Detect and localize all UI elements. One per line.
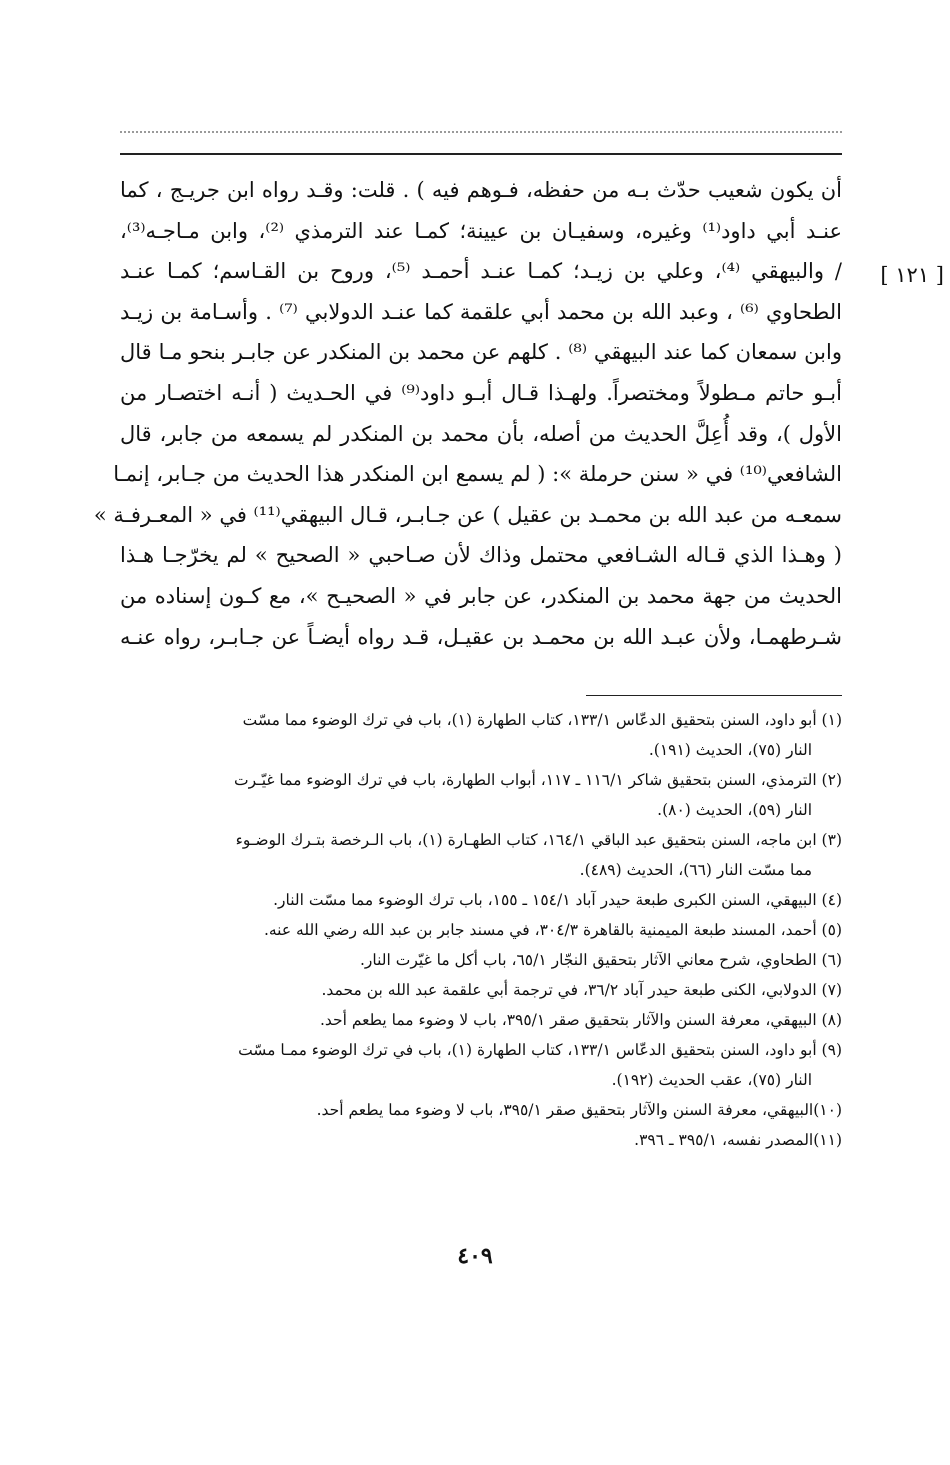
text-line: الحديث من جهة محمد بن المنكدر، عن جابر في « الصحيـح »، مع كـون إسناده من — [120, 583, 842, 608]
footnote-separator — [586, 695, 842, 696]
text-line: عنـد أبي داود⁽¹⁾ وغيره، وسفيـان بن عيينة؛ كمـا عند الترمذي ⁽²⁾، وابن مـاجـه⁽³⁾، — [120, 218, 842, 243]
footnote-line: (٧) الدولابي، الكنى طبعة حيدر آباد ٣٦/٢، في ترجمة أبي علقمة عبد الله بن محمد. — [321, 981, 842, 999]
footnote — [110, 1035, 842, 1095]
footnote-line: (٣) ابن ماجه، السنن بتحقيق عبد الباقي ١٦٤/١، كتاب الطهـارة (١)، باب الـرخصة بتـرك الوضـوء — [235, 831, 842, 849]
footnote — [110, 765, 842, 825]
text-line: الأول )، وقد أُعِلَّ الحديث من أصله، بأن محمد بن المنكدر لم يسمعه من جابر، قال — [120, 421, 842, 446]
text-line: أبـو حاتم مـطولاً ومختصراً. ولهـذا قـال أبـو داود⁽⁹⁾ في الحـديث ( أنـه اختصـار من — [120, 380, 842, 405]
text-line: سمعـه من عبد الله بن محمـد بن عقيل ) عن جـابـر، قـال البيهقي⁽¹¹⁾ في « المعـرفـة » — [93, 502, 842, 527]
footnote — [110, 945, 842, 975]
margin-page-mark: [ ١٢١ ] — [880, 263, 944, 287]
footnote-line: النار (٧٥)، عقب الحديث (١٩٢). — [611, 1071, 812, 1089]
footnotes — [110, 705, 842, 1155]
footnote-line: (١) أبو داود، السنن بتحقيق الدعّاس ١٣٣/١، كتاب الطهارة (١)، باب في ترك الوضوء مما مسّت — [242, 711, 842, 729]
text-line: أن يكون شعيب حدّث بـه من حفظه، فـوهم فيه ) . قلت: وقـد رواه ابن جريـج ، كما — [120, 178, 842, 202]
text-line: شـرطهمـا، ولأن عبـد الله بن محمـد بن عقيـل، قـد رواه أيضـاً عن جـابـر، رواه عنـه — [120, 624, 842, 649]
footnote-line: (٦) الطحاوي، شرح معاني الآثار بتحقيق النجّار ٦٥/١، باب أكل ما غيّرت النار. — [359, 951, 842, 969]
text-line: ( وهـذا الذي قـاله الشـافعي محتمل وذاك لأن صـاحبي « الصحيح » لم يخرّجـا هـذا — [120, 543, 842, 568]
footnote — [110, 885, 842, 915]
footnote-line: (٨) البيهقي، معرفة السنن والآثار بتحقيق صقر ٣٩٥/١، باب لا وضوء مما يطعم أحد. — [319, 1011, 842, 1029]
footnote-line: (٩) أبو داود، السنن بتحقيق الدعّاس ١٣٣/١، كتاب الطهارة (١)، باب في ترك الوضوء ممـا مسّت — [238, 1041, 842, 1059]
footnote — [110, 975, 842, 1005]
text-line: / والبيهقي ⁽⁴⁾، وعلي بن زيـد؛ كمـا عنـد أحمـد ⁽⁵⁾، وروح بن القـاسم؛ كمـا عنـد — [120, 259, 842, 284]
page-number: ٤٠٩ — [457, 1243, 493, 1269]
footnote — [110, 825, 842, 885]
text-line: الطحاوي ⁽⁶⁾ ، وعبد الله بن محمد أبي علقمة كما عنـد الدولابي ⁽⁷⁾ . وأسـامة بن زيـد — [120, 299, 842, 324]
text-line: الشافعي⁽¹⁰⁾ في « سنن حرملة »: ( لم يسمع ابن المنكدر هذا الحديث من جـابر، إنمـا — [113, 462, 842, 487]
footnote — [110, 915, 842, 945]
footnote — [110, 1095, 842, 1125]
footnote — [110, 1005, 842, 1035]
footnote-line: النار (٥٩)، الحديث (٨٠). — [657, 801, 812, 819]
footnote-line: النار (٧٥)، الحديث (١٩١). — [648, 741, 812, 759]
text-line: وابن سمعان كما عند البيهقي ⁽⁸⁾ . كلهم عن محمد بن المنكدر عن جابـر بنحو مـا قال — [120, 340, 842, 365]
header-solid-rule — [120, 153, 842, 155]
footnote-line: (٤) البيهقي، السنن الكبرى طبعة حيدر آباد ١٥٤/١ ـ ١٥٥، باب ترك الوضوء مما مسّت النار. — [273, 891, 842, 909]
footnote-line: (٥) أحمد، المسند طبعة الميمنية بالقاهرة ٣٠٤/٣، في مسند جابر بن عبد الله رضي الله عنه. — [263, 921, 842, 939]
footnote-line: (٢) الترمذي، السنن بتحقيق شاكر ١١٦/١ ـ ١١٧، أبواب الطهارة، باب في ترك الوضوء مما غيّـرت — [234, 771, 842, 789]
footnote-line: مما مسّت النار (٦٦)، الحديث (٤٨٩). — [579, 861, 812, 879]
header-dotted-rule — [120, 131, 842, 133]
main-text — [93, 170, 842, 657]
footnote-line: (١٠)البيهقي، معرفة السنن والآثار بتحقيق صقر ٣٩٥/١، باب لا وضوء مما يطعم أحد. — [316, 1101, 842, 1119]
footnote — [110, 705, 842, 765]
footnote — [110, 1125, 842, 1155]
footnote-line: (١١)المصدر نفسه، ٣٩٥/١ ـ ٣٩٦. — [634, 1131, 842, 1149]
